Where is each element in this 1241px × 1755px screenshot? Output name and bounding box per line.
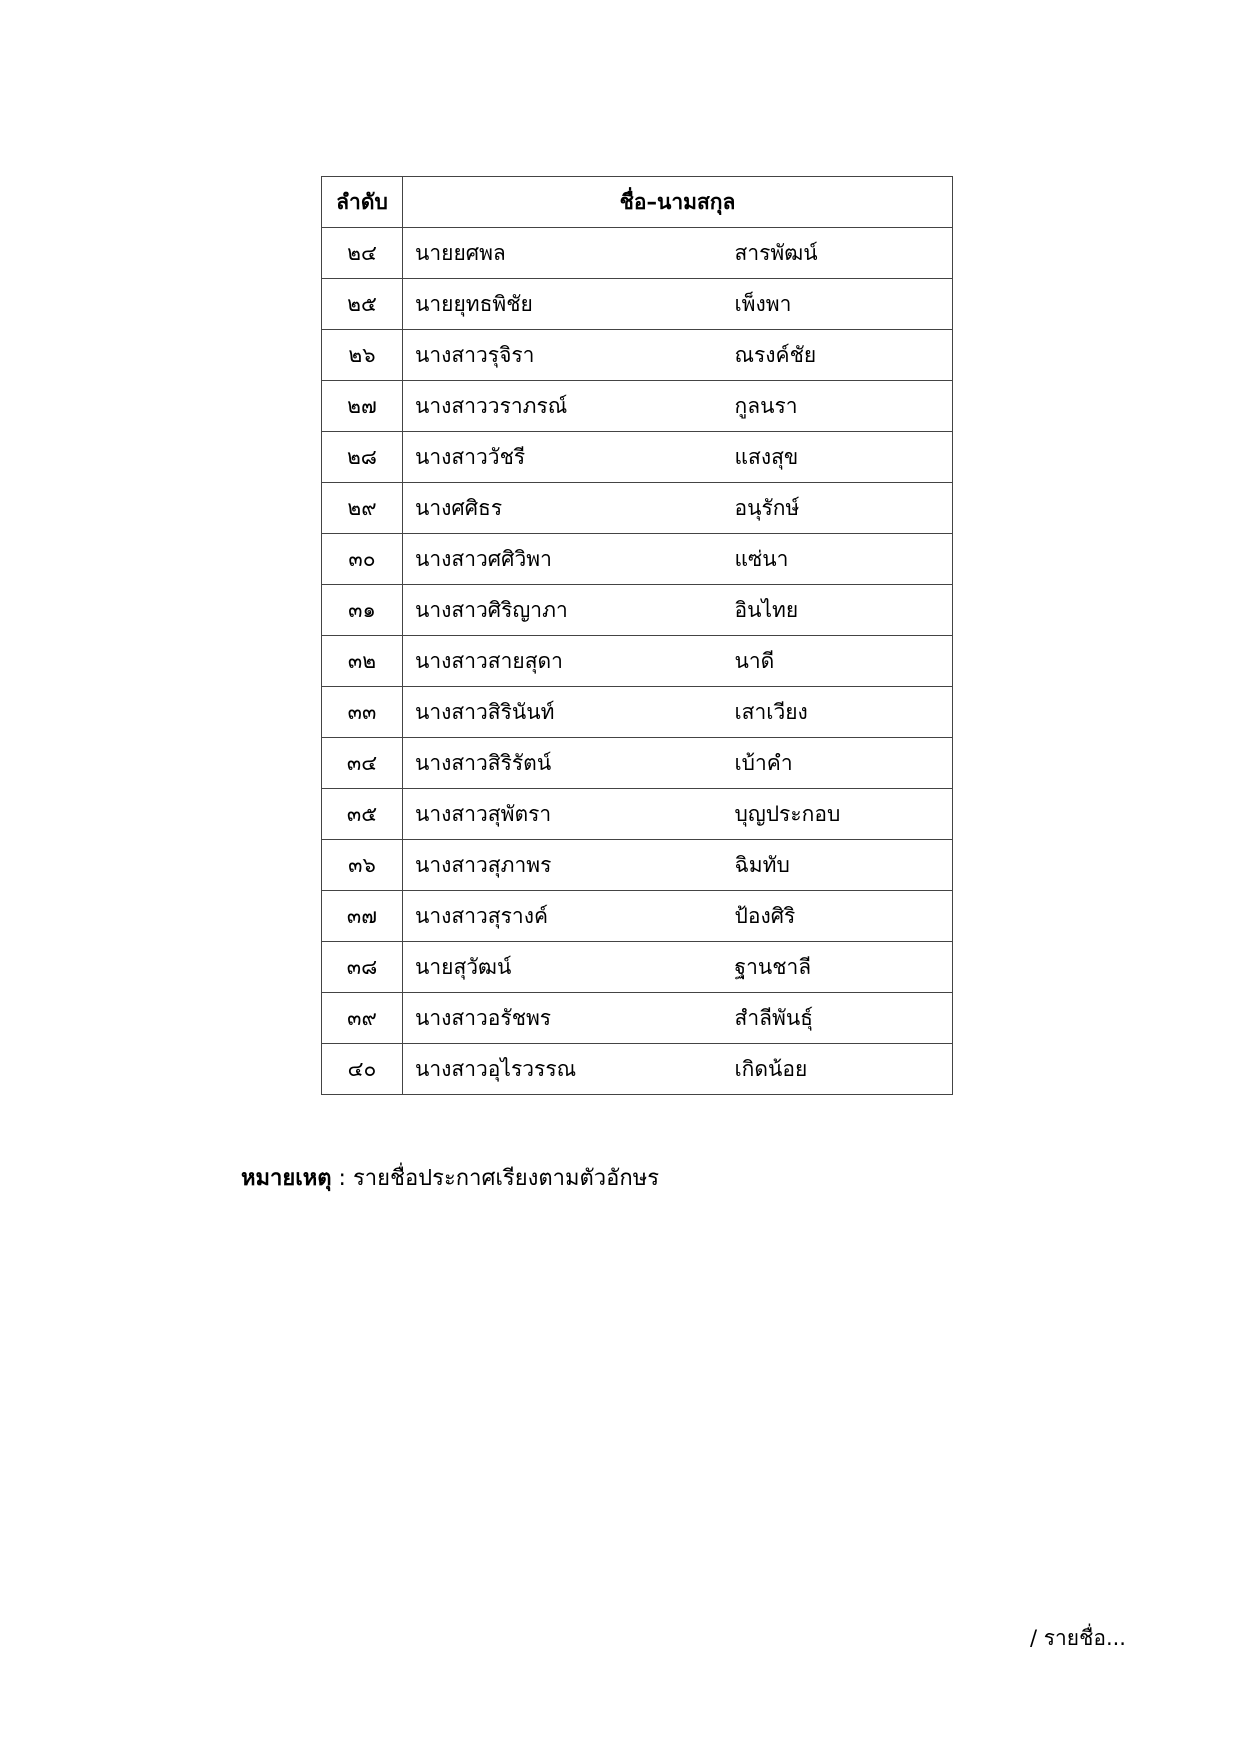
row-last-name: สำลีพันธุ์: [723, 993, 953, 1044]
row-first-name: นางศศิธร: [403, 483, 723, 534]
table-row: [322, 228, 953, 279]
row-first-name: นางสาวสิรินันท์: [403, 687, 723, 738]
row-last-name: อินไทย: [723, 585, 953, 636]
row-first-name: นางสาววราภรณ์: [403, 381, 723, 432]
table-row: [322, 789, 953, 840]
table-row: [322, 279, 953, 330]
row-first-name: นางสาวสุพัตรา: [403, 789, 723, 840]
row-number: ๔๐: [322, 1044, 403, 1095]
row-number: ๒๖: [322, 330, 403, 381]
table-row: [322, 585, 953, 636]
row-last-name: ณรงค์ชัย: [723, 330, 953, 381]
remark: [241, 1160, 659, 1195]
table-row: [322, 432, 953, 483]
table-row: [322, 891, 953, 942]
name-list-table: [321, 176, 953, 1095]
table-row: [322, 1044, 953, 1095]
row-number: ๒๙: [322, 483, 403, 534]
remark-separator: :: [331, 1166, 353, 1191]
row-first-name: นายสุวัฒน์: [403, 942, 723, 993]
row-number: ๓๒: [322, 636, 403, 687]
row-first-name: นางสาววัชรี: [403, 432, 723, 483]
row-last-name: ฐานชาลี: [723, 942, 953, 993]
row-last-name: เบ้าคำ: [723, 738, 953, 789]
row-last-name: นาดี: [723, 636, 953, 687]
row-number: ๒๕: [322, 279, 403, 330]
row-number: ๓๗: [322, 891, 403, 942]
row-last-name: เพ็งพา: [723, 279, 953, 330]
table-row: [322, 738, 953, 789]
table-row: [322, 993, 953, 1044]
row-number: ๓๕: [322, 789, 403, 840]
row-last-name: ฉิมทับ: [723, 840, 953, 891]
row-number: ๒๗: [322, 381, 403, 432]
table-row: [322, 636, 953, 687]
table-row: [322, 381, 953, 432]
table-row: [322, 330, 953, 381]
row-first-name: นางสาวศศิวิพา: [403, 534, 723, 585]
table-row: [322, 687, 953, 738]
table-header-row: [322, 177, 953, 228]
row-number: ๓๙: [322, 993, 403, 1044]
row-last-name: เสาเวียง: [723, 687, 953, 738]
row-first-name: นายยศพล: [403, 228, 723, 279]
row-last-name: แซ่นา: [723, 534, 953, 585]
row-number: ๒๘: [322, 432, 403, 483]
row-first-name: นางสาวสุภาพร: [403, 840, 723, 891]
row-first-name: นางสาวอรัชพร: [403, 993, 723, 1044]
row-first-name: นายยุทธพิชัย: [403, 279, 723, 330]
row-last-name: อนุรักษ์: [723, 483, 953, 534]
row-last-name: เกิดน้อย: [723, 1044, 953, 1095]
row-number: ๓๐: [322, 534, 403, 585]
row-number: ๓๑: [322, 585, 403, 636]
page-continuation: / รายชื่อ...: [1029, 1626, 1126, 1650]
row-first-name: นางสาวรุจิรา: [403, 330, 723, 381]
row-last-name: แสงสุข: [723, 432, 953, 483]
header-number: ลำดับ: [322, 177, 403, 228]
remark-text: รายชื่อประกาศเรียงตามตัวอักษร: [352, 1166, 660, 1191]
row-number: ๓๔: [322, 738, 403, 789]
remark-label: หมายเหตุ: [241, 1166, 332, 1191]
row-number: ๓๓: [322, 687, 403, 738]
row-first-name: นางสาวสิริรัตน์: [403, 738, 723, 789]
row-first-name: นางสาวศิริญาภา: [403, 585, 723, 636]
row-last-name: กูลนรา: [723, 381, 953, 432]
row-last-name: บุญประกอบ: [723, 789, 953, 840]
row-last-name: สารพัฒน์: [723, 228, 953, 279]
table-row: [322, 840, 953, 891]
row-number: ๓๘: [322, 942, 403, 993]
table-row: [322, 483, 953, 534]
header-name: ชื่อ–นามสกุล: [403, 177, 953, 228]
row-number: ๒๔: [322, 228, 403, 279]
table-row: [322, 534, 953, 585]
row-last-name: ป้องศิริ: [723, 891, 953, 942]
row-first-name: นางสาวสุรางค์: [403, 891, 723, 942]
table-body: [322, 228, 953, 1095]
table-row: [322, 942, 953, 993]
row-number: ๓๖: [322, 840, 403, 891]
row-first-name: นางสาวสายสุดา: [403, 636, 723, 687]
row-first-name: นางสาวอุไรวรรณ: [403, 1044, 723, 1095]
